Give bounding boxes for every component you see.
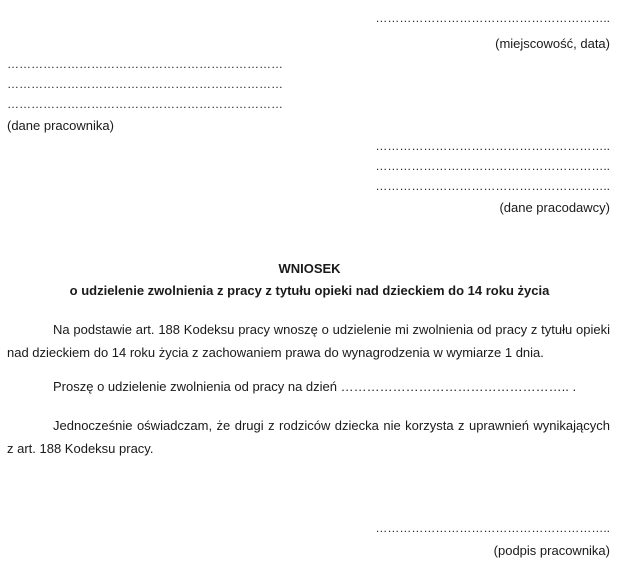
place-date-label: (miejscowość, data) [495, 36, 610, 51]
employer-line-1: ………………………………………………….. [375, 139, 610, 153]
employer-line-3: ………………………………………………….. [375, 179, 610, 193]
employee-label: (dane pracownika) [7, 118, 114, 133]
employee-line-2: …………………………………………………………… [7, 77, 283, 91]
signature-label: (podpis pracownika) [493, 543, 610, 558]
body-paragraph-1: Na podstawie art. 188 Kodeksu pracy wnoszę o udzielenie mi zwolnienia od pracy z tytułu opieki nad dzieckiem do 14 roku życia z zachowaniem prawa do wynagrodzenia w wymiarze 1 dnia. [7, 322, 610, 360]
body-paragraph-3: Jednocześnie oświadczam, że drugi z rodziców dziecka nie korzysta z uprawnień wynikających z art. 188 Kodeksu pracy. [7, 418, 610, 456]
place-date-line: ………………………………………………….. [375, 11, 610, 25]
body-paragraph-2: Proszę o udzielenie zwolnienia od pracy na dzień …………………………………………….. . [53, 379, 577, 394]
employee-line-1: …………………………………………………………… [7, 57, 283, 71]
document-title: WNIOSEK [278, 261, 341, 276]
employee-line-3: …………………………………………………………… [7, 97, 283, 111]
document-subtitle: o udzielenie zwolnienia z pracy z tytułu opieki nad dzieckiem do 14 roku życia [69, 283, 550, 298]
signature-line: ………………………………………………….. [375, 521, 610, 535]
employer-label: (dane pracodawcy) [499, 200, 610, 215]
employer-line-2: ………………………………………………….. [375, 159, 610, 173]
